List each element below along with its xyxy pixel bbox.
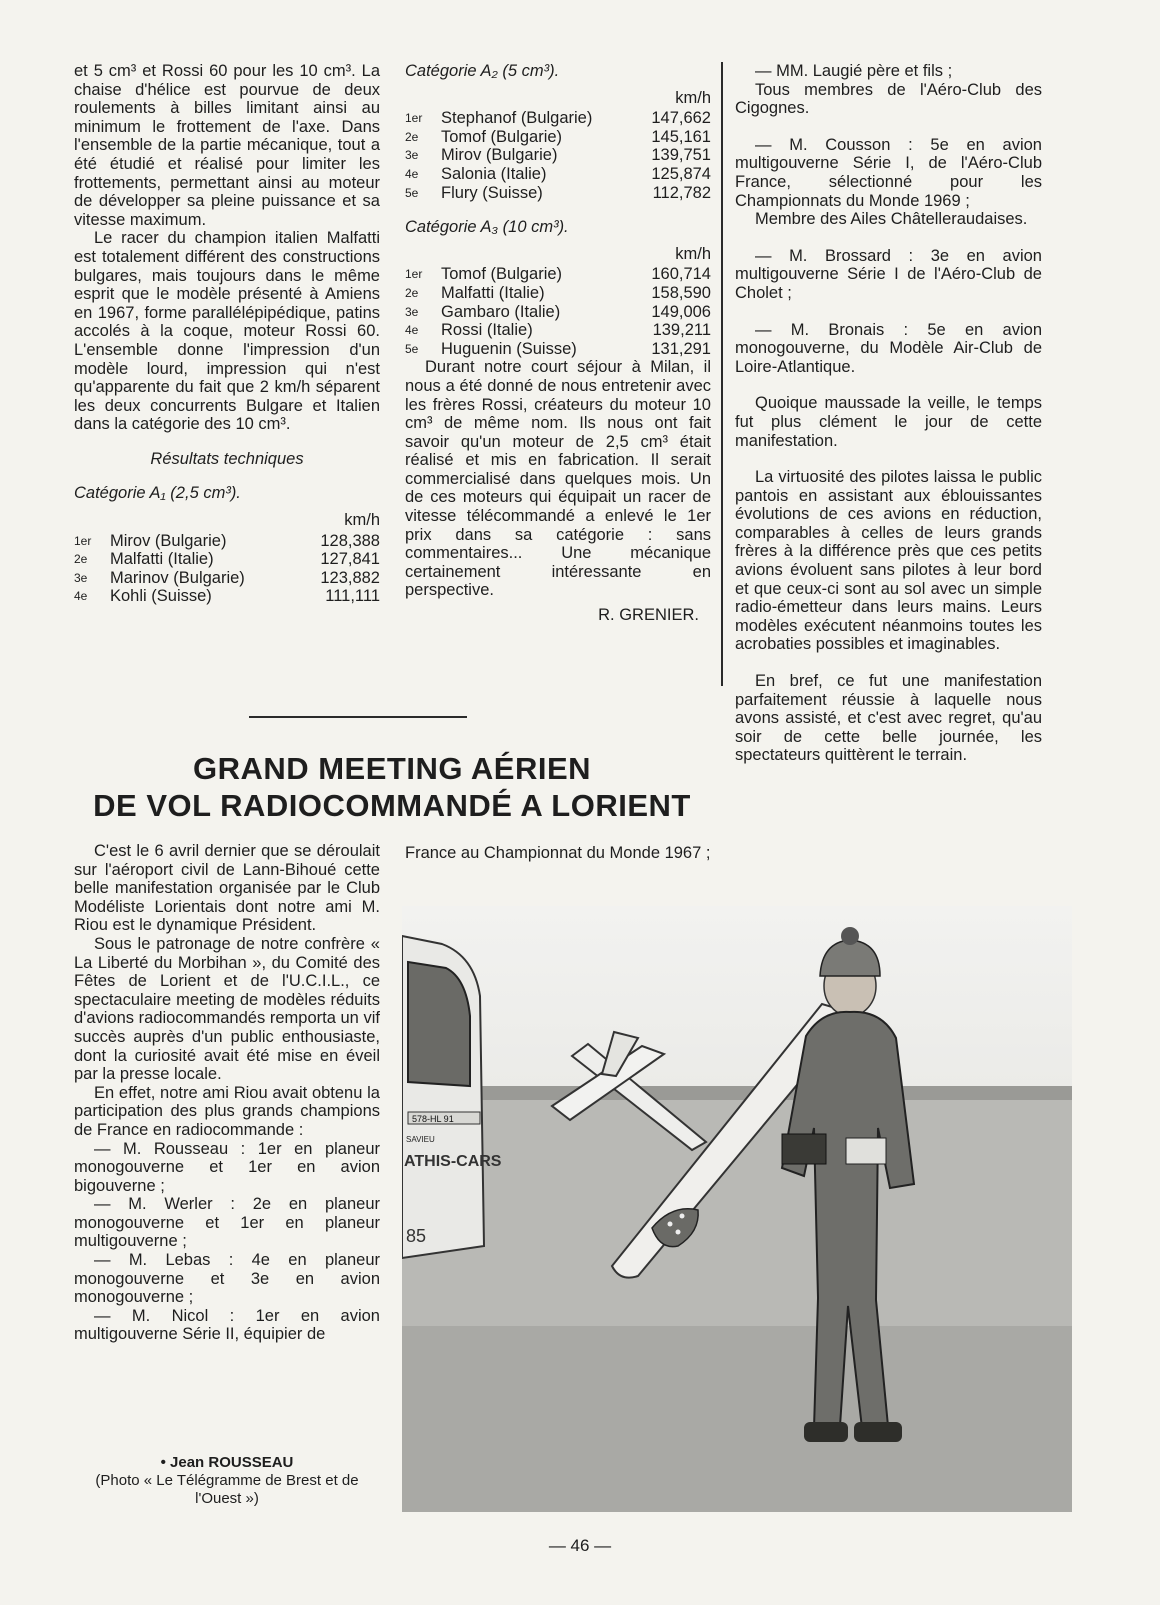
paragraph: — M. Nicol : 1er en avion multigouverne Série II, équipier de (74, 1306, 380, 1344)
result-rank: 3e (405, 304, 419, 319)
result-speed: 149,006 (651, 302, 711, 321)
paragraph: — M. Lebas : 4e en planeur monogouverne et 3e en avion monogouverne ; (74, 1251, 380, 1307)
unit-label: km/h (675, 244, 711, 263)
result-name: Tomof (Bulgarie) (441, 265, 563, 284)
result-speed: 147,662 (651, 109, 711, 128)
result-name: Flury (Suisse) (441, 183, 543, 202)
result-row (405, 284, 711, 303)
byline (74, 1454, 380, 1508)
result-row (74, 550, 380, 569)
signature: R. GRENIER. (598, 606, 699, 625)
result-rank: 1er (405, 111, 423, 126)
result-row (405, 321, 711, 340)
results-table-a3 (405, 265, 711, 358)
result-row (405, 340, 711, 359)
results-table-a2 (405, 109, 711, 202)
result-speed: 112,782 (652, 183, 711, 202)
result-speed: 139,211 (652, 321, 711, 340)
result-rank: 2e (405, 285, 419, 300)
result-row (405, 265, 711, 284)
category-a2-heading: Catégorie A₂ (5 cm³). (405, 62, 560, 80)
bus-plate: 578-HL 91 (412, 1114, 454, 1124)
result-speed: 111,111 (325, 587, 380, 606)
result-row (405, 146, 711, 165)
paragraph: — M. Bronais : 5e en avion monogouverne, du Modèle Air-Club de Loire-Atlantique. (735, 320, 1042, 376)
paragraph: Membre des Ailes Châtelleraudaises. (755, 210, 1028, 229)
paragraph: — M. Cousson : 5e en avion multigouverne Série I, de l'Aéro-Club France, sélectionné pour les Championnats du Monde 1969 ; (735, 135, 1042, 210)
result-name: Rossi (Italie) (441, 321, 533, 340)
result-row (74, 587, 380, 606)
result-name: Marinov (Bulgarie) (110, 568, 245, 587)
article-continuation (405, 844, 711, 863)
paragraph: C'est le 6 avril dernier que se déroulait sur l'aéroport civil de Lann-Bihoué cette belle manifestation organisée par le Club Modéliste Lorientais dont notre ami M. Riou est le dynamique Président. (74, 842, 380, 935)
paragraph: France au Championnat du Monde 1967 ; (405, 844, 711, 862)
result-speed: 145,161 (651, 127, 711, 146)
result-rank: 4e (74, 589, 88, 604)
result-name: Stephanof (Bulgarie) (441, 109, 593, 128)
result-name: Malfatti (Italie) (110, 550, 214, 569)
category-a3-heading: Catégorie A₃ (10 cm³). (405, 218, 569, 237)
result-speed: 131,291 (651, 339, 711, 358)
result-name: Kohli (Suisse) (110, 587, 212, 606)
result-name: Malfatti (Italie) (441, 283, 545, 302)
result-rank: 2e (405, 129, 419, 144)
result-row (74, 532, 380, 551)
result-row (74, 569, 380, 588)
paragraph: Durant notre court séjour à Milan, il nous a été donné de nous entretenir avec les frères Rossi, créateurs du moteur 10 cm³ de même nom. Ils nous ont fait savoir qu'un moteur de 2,5 cm³ était réalisé et mis en fabrication. Il serait commercialisé dans quelques mois. Un de ces moteurs qui équipait un racer de vitesse télécommandé a enlevé le 1er prix dans sa catégorie : sans commentaires... Une mécanique certainement intéressante en perspective. (405, 358, 711, 600)
column-3 (735, 62, 1042, 765)
bus-top-text: SAVIEU (406, 1135, 435, 1144)
unit-label: km/h (675, 88, 711, 107)
paragraph: Quoique maussade la veille, le temps fut plus clément le jour de cette manifestation. (735, 394, 1042, 450)
result-rank: 1er (74, 533, 92, 548)
category-a1-heading: Catégorie A₁ (2,5 cm³). (74, 484, 241, 503)
paragraph: Tous membres de l'Aéro-Club des Cigognes. (735, 80, 1042, 118)
result-row (405, 128, 711, 147)
column-1 (74, 62, 380, 606)
result-name: Mirov (Bulgarie) (110, 531, 227, 550)
result-name: Salonia (Italie) (441, 164, 547, 183)
results-table-a1 (74, 532, 380, 606)
unit-label: km/h (344, 511, 380, 530)
bus-company-text: ATHIS-CARS (404, 1153, 502, 1170)
result-name: Gambaro (Italie) (441, 302, 561, 321)
article-column (74, 842, 380, 1344)
paragraph: Le racer du champion italien Malfatti est totalement différent des constructions bulgares, mais toujours dans le même esprit que le modèle présenté à Amiens en 1967, forme parallélépipédique, patins accolés à la coque, moteur Rossi 60. L'ensemble donne l'impression d'un modèle lourd, impression qui n'est qu'apparente du fait que 2 km/h séparent les deux concurrents Bulgare et Italien dans la catégorie des 10 cm³. (74, 229, 380, 434)
paragraph: — M. Rousseau : 1er en planeur monogouverne et 1er en avion bigouverne ; (74, 1139, 380, 1195)
result-rank: 3e (405, 148, 419, 163)
result-speed: 139,751 (651, 146, 711, 165)
paragraph: — M. Werler : 2e en planeur monogouverne et 1er en planeur multigouverne ; (74, 1195, 380, 1251)
article-headline (62, 750, 722, 824)
result-name: Tomof (Bulgarie) (441, 127, 563, 146)
author-name: • Jean ROUSSEAU (160, 1454, 294, 1471)
bus-number: 85 (406, 1226, 427, 1246)
column-divider (721, 62, 723, 686)
result-rank: 1er (405, 267, 423, 282)
page-number: — 46 — (548, 1536, 612, 1555)
result-row (405, 184, 711, 203)
result-rank: 4e (405, 323, 419, 338)
paragraph: En effet, notre ami Riou avait obtenu la participation des plus grands champions de France en radiocommande : (74, 1083, 380, 1139)
paragraph: — MM. Laugié père et fils ; (755, 62, 953, 80)
headline-line-1: GRAND MEETING AÉRIEN (192, 751, 592, 786)
results-heading: Résultats techniques (150, 449, 304, 468)
result-row (405, 165, 711, 184)
result-speed: 128,388 (320, 531, 380, 550)
column-2 (405, 62, 711, 625)
headline-line-2: DE VOL RADIOCOMMANDÉ A LORIENT (93, 788, 691, 823)
result-speed: 160,714 (651, 265, 711, 284)
section-rule (249, 716, 467, 718)
result-name: Huguenin (Suisse) (441, 339, 577, 358)
result-row (405, 303, 711, 322)
result-rank: 3e (74, 570, 88, 585)
result-rank: 4e (405, 166, 419, 181)
result-rank: 5e (405, 185, 419, 200)
result-speed: 125,874 (651, 164, 711, 183)
result-speed: 127,841 (320, 550, 380, 569)
paragraph: Sous le patronage de notre confrère « La Liberté du Morbihan », du Comité des Fêtes de Lorient et de l'U.C.I.L., ce spectaculaire meeting de modèles réduits d'avions radiocommandés remporta un vif succès auprès d'un public enthousiaste, dont la curiosité avait été mise en éveil par la presse locale. (74, 934, 380, 1084)
paragraph: En bref, ce fut une manifestation parfaitement réussie à laquelle nous avons assisté, et c'est avec regret, qu'au soir de cette belle journée, les spectateurs quittèrent le terrain. (735, 672, 1042, 765)
paragraph: La virtuosité des pilotes laissa le public pantois en assistant aux éblouissantes évolutions de ces avions en réduction, comparables à celles de leurs grands frères à la différence près que ces petits avions évoluent sans pilotes à leur bord et que ceux-ci sont au sol avec un simple radio-émetteur dans leurs mains. Leurs modèles exécutent néanmoins toutes les acrobaties possibles et imaginables. (735, 468, 1042, 654)
result-speed: 158,590 (651, 283, 711, 302)
paragraph: — M. Brossard : 3e en avion multigouverne Série I de l'Aéro-Club de Cholet ; (735, 246, 1042, 302)
result-speed: 123,882 (320, 568, 380, 587)
result-row (405, 109, 711, 128)
photo-pilot-with-model-plane (402, 906, 1072, 1512)
paragraph: et 5 cm³ et Rossi 60 pour les 10 cm³. La chaise d'hélice est pourvue de deux roulements à billes limitant ainsi au minimum le frottement de l'axe. Dans l'ensemble de la partie mécanique, tout a été étudié et réalisé pour limiter les frottements, permettant ainsi au moteur de développer sa pleine puissance et sa vitesse maximum. (74, 62, 380, 229)
result-rank: 5e (405, 341, 419, 356)
result-name: Mirov (Bulgarie) (441, 146, 558, 165)
result-rank: 2e (74, 552, 88, 567)
photo-credit: (Photo « Le Télégramme de Brest et de l'Ouest ») (95, 1472, 359, 1507)
